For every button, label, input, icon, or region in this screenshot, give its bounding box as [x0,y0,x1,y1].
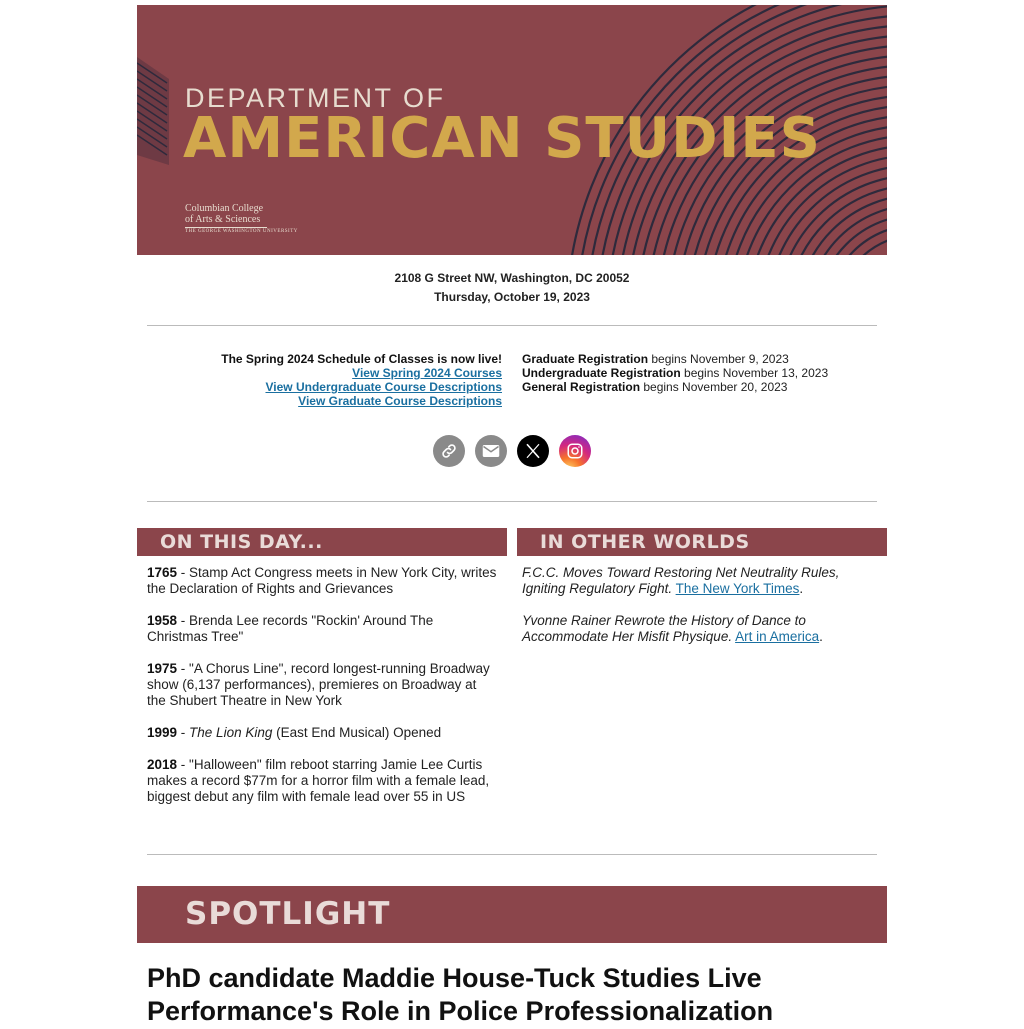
event-year: 1975 [147,661,178,676]
list-item [522,565,882,597]
divider [147,501,877,502]
registration-text: begins November 20, 2023 [640,380,788,394]
two-column-section [137,528,887,821]
on-this-day-column [137,528,507,821]
x-icon[interactable] [517,435,549,467]
on-this-day-list [137,556,507,805]
article-title: Yvonne Rainer Rewrote the History of Dance to Accommodate Her Misfit Physique. [522,613,806,644]
spring-courses-link[interactable]: View Spring 2024 Courses [352,366,502,380]
grad-descriptions-link[interactable]: View Graduate Course Descriptions [298,394,502,408]
nyt-link[interactable]: The New York Times [675,581,800,596]
punctuation: . [799,581,804,596]
event-year: 1958 [147,613,178,628]
registration-label: General Registration [522,380,641,394]
event-text: - "Halloween" film reboot starring Jamie Lee Curtis makes a record $77m for a horror film with a female lead, biggest debut any film with female lead over 55 in US [147,757,490,804]
college-logo [185,203,298,234]
newsletter [137,5,887,1028]
header-banner [137,5,887,255]
art-in-america-link[interactable]: Art in America [735,629,820,644]
logo-line-3: THE GEORGE WASHINGTON UNIVERSITY [185,229,298,234]
list-item [522,613,882,645]
article-title: F.C.C. Moves Toward Restoring Net Neutrality Rules, Igniting Regulatory Fight. [522,565,840,596]
link-icon[interactable] [433,435,465,467]
punctuation: . [819,629,823,644]
divider [147,325,877,326]
spotlight-heading: SPOTLIGHT [137,886,887,943]
registration-text: begins November 13, 2023 [680,366,829,380]
registration-date-general [522,380,867,394]
divider [147,854,877,855]
logo-rule [185,227,267,228]
registration-date-undergraduate [522,366,867,380]
event-text: - Stamp Act Congress meets in New York City, writes the Declaration of Rights and Grievances [147,565,497,596]
social-links [137,435,887,467]
list-item [147,613,497,645]
instagram-icon[interactable] [559,435,591,467]
event-text: - Brenda Lee records "Rockin' Around The Christmas Tree" [147,613,434,644]
on-this-day-heading: ON THIS DAY... [137,528,507,556]
event-year: 2018 [147,757,178,772]
spotlight-headline[interactable]: PhD candidate Maddie House-Tuck Studies Live Performance's Role in Police Professionalization [147,963,774,1026]
event-text: - [177,725,190,740]
list-item [147,565,497,597]
schedule-links [137,352,502,408]
event-year: 1999 [147,725,178,740]
list-item [147,757,497,805]
address: 2108 G Street NW, Washington, DC 20052 [394,271,630,285]
other-worlds-heading: IN OTHER WORLDS [517,528,887,556]
event-text: - "A Chorus Line", record longest-running Broadway show (6,137 performances), premieres on Broadway at the Shubert Theatre in New York [147,661,490,708]
registration-date-graduate [522,352,867,366]
schedule-announcement: The Spring 2024 Schedule of Classes is now live! [221,352,502,366]
event-year: 1765 [147,565,178,580]
mail-icon[interactable] [475,435,507,467]
logo-line-1: Columbian College [185,203,264,214]
undergrad-descriptions-link[interactable]: View Undergraduate Course Descriptions [265,380,502,394]
event-title: The Lion King [189,725,273,740]
other-worlds-column [517,528,887,821]
department-prefix: DEPARTMENT OF [185,83,446,113]
registration-label: Graduate Registration [522,352,649,366]
registration-text: begins November 9, 2023 [648,352,789,366]
other-worlds-list [517,556,887,645]
event-text: (East End Musical) Opened [272,725,442,740]
list-item [147,661,497,709]
registration-dates [502,352,867,408]
registration-section [137,352,887,408]
list-item [147,725,497,741]
logo-line-2: of Arts & Sciences [185,214,261,225]
department-name: AMERICAN STUDIES [183,106,821,171]
issue-date: Thursday, October 19, 2023 [434,290,590,304]
address-block [137,269,887,307]
registration-label: Undergraduate Registration [522,366,681,380]
